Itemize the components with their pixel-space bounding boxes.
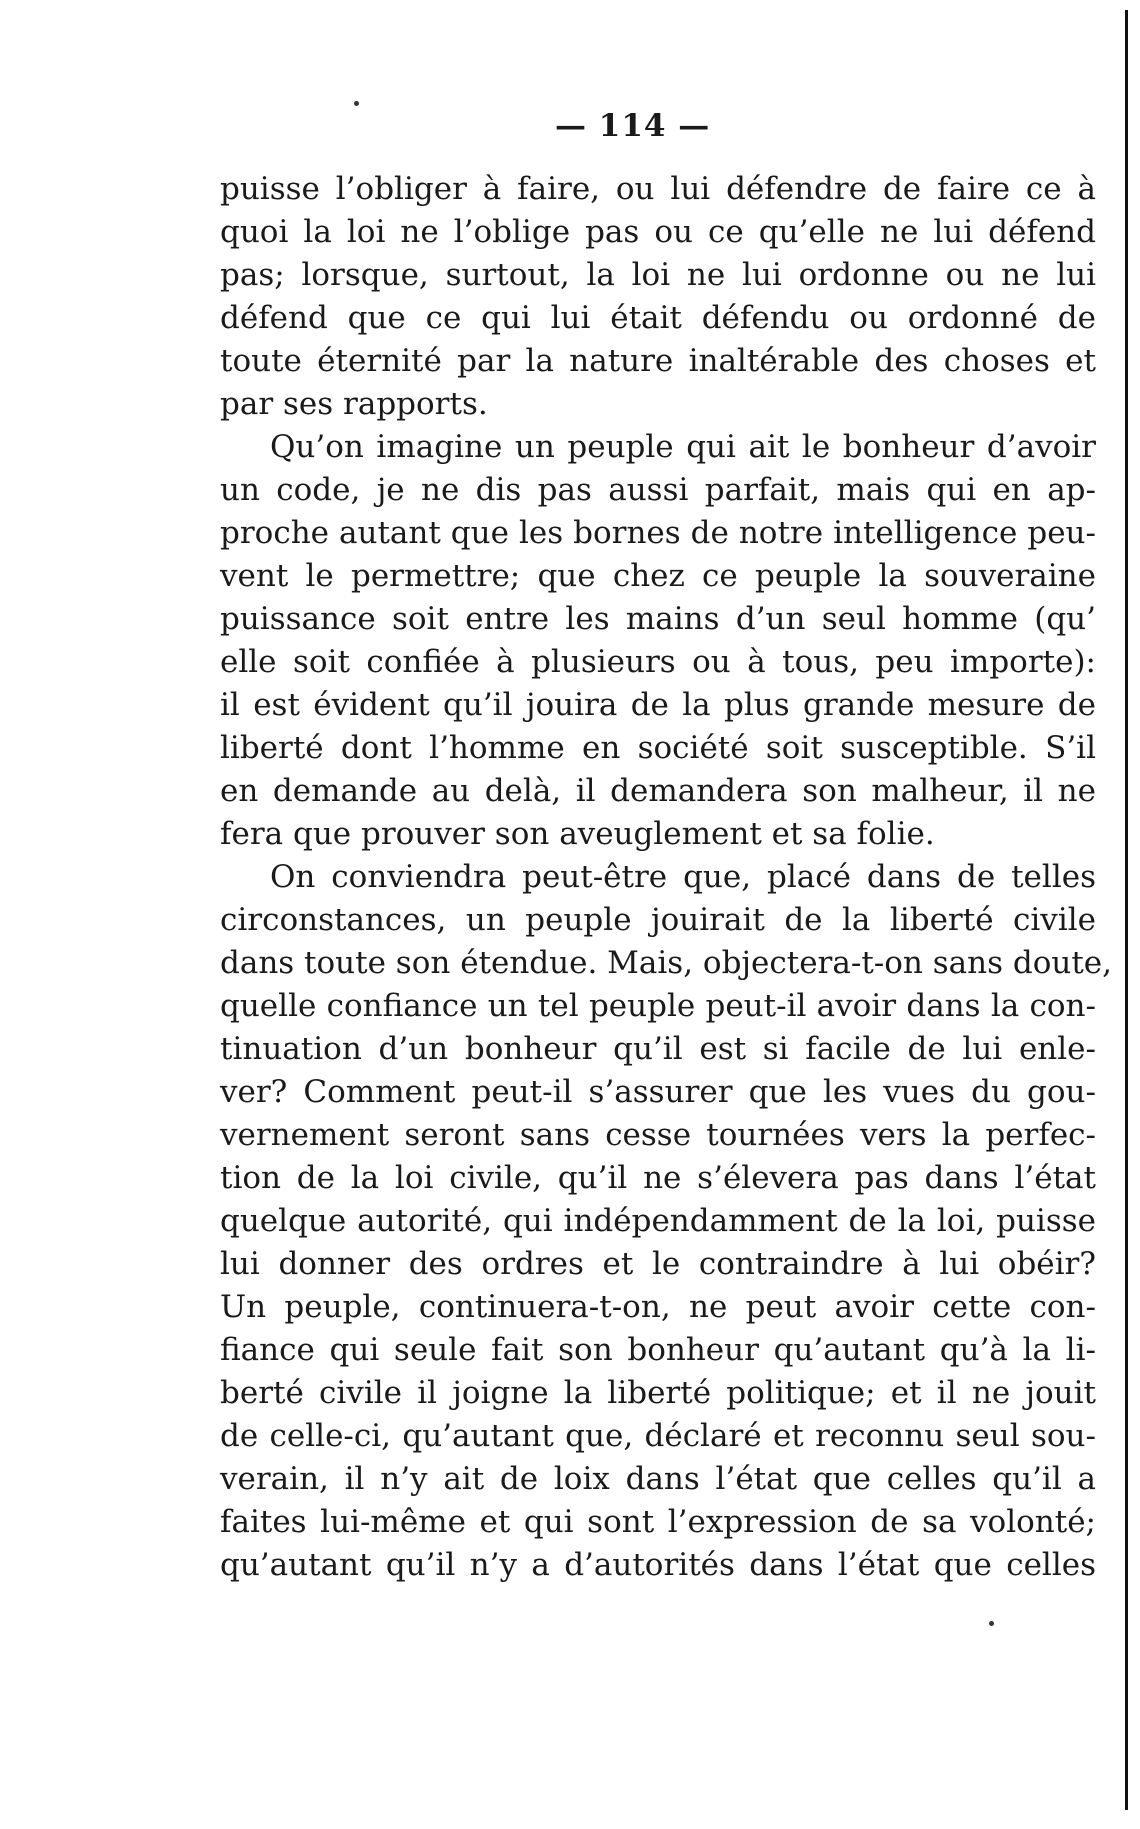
text-line: Qu’on imagine un peuple qui ait le bonheur d’avoir (270, 429, 1096, 465)
body-text (220, 168, 1112, 1587)
text-line: quelle confiance un tel peuple peut-il avoir dans la con- (220, 988, 1096, 1024)
text-line: liberté dont l’homme en société soit susceptible. S’il (220, 730, 1096, 766)
text-line: de celle-ci, qu’autant que, déclaré et reconnu seul sou- (220, 1418, 1096, 1454)
text-line: tion de la loi civile, qu’il ne s’élevera pas dans l’état (220, 1160, 1096, 1196)
text-line: verain, il n’y ait de loix dans l’état que celles qu’il a (220, 1461, 1096, 1497)
text-line: proche autant que les bornes de notre intelligence peu- (220, 515, 1096, 551)
text-line: par ses rapports. (220, 386, 488, 422)
text-line: quelque autorité, qui indépendamment de la loi, puisse (220, 1203, 1096, 1239)
text-line: en demande au delà, il demandera son malheur, il ne (220, 773, 1096, 809)
page-edge-rule (1125, 10, 1128, 1810)
text-line: berté civile il joigne la liberté politique; et il ne jouit (220, 1375, 1096, 1411)
text-line: défend que ce qui lui était défendu ou ordonné de (220, 300, 1096, 336)
text-line: Un peuple, continuera-t-on, ne peut avoir cette con- (220, 1289, 1096, 1325)
text-line: toute éternité par la nature inaltérable des choses et (220, 343, 1096, 379)
text-line: il est évident qu’il jouira de la plus grande mesure de (220, 687, 1096, 723)
text-line: vernement seront sans cesse tournées vers la perfec- (220, 1117, 1096, 1153)
text-line: fera que prouver son aveuglement et sa folie. (220, 816, 935, 852)
text-line: elle soit confiée à plusieurs ou à tous, peu importe): (220, 644, 1096, 680)
text-line: ver? Comment peut-il s’assurer que les vues du gou- (220, 1074, 1096, 1110)
text-line: lui donner des ordres et le contraindre à lui obéir? (220, 1246, 1096, 1282)
text-line: circonstances, un peuple jouirait de la liberté civile (220, 902, 1096, 938)
text-line: dans toute son étendue. Mais, objectera-t-on sans doute, (220, 945, 1112, 981)
ink-speck (354, 101, 359, 106)
text-line: quoi la loi ne l’oblige pas ou ce qu’elle ne lui défend (220, 214, 1096, 250)
text-line: faites lui-même et qui sont l’expression de sa volonté; (220, 1504, 1096, 1540)
ink-speck (989, 1621, 994, 1626)
text-line: tinuation d’un bonheur qu’il est si facile de lui enle- (220, 1031, 1096, 1067)
text-line: On conviendra peut-être que, placé dans de telles (270, 859, 1096, 895)
page-number: — 114 — (555, 108, 711, 144)
text-line: fiance qui seule fait son bonheur qu’autant qu’à la li- (220, 1332, 1096, 1368)
text-line: un code, je ne dis pas aussi parfait, mais qui en ap- (220, 472, 1096, 508)
text-line: vent le permettre; que chez ce peuple la souveraine (220, 558, 1096, 594)
text-line: qu’autant qu’il n’y a d’autorités dans l’état que celles (220, 1547, 1096, 1583)
text-line: puissance soit entre les mains d’un seul homme (qu’ (220, 601, 1096, 637)
text-line: pas; lorsque, surtout, la loi ne lui ordonne ou ne lui (220, 257, 1096, 293)
text-line: puisse l’obliger à faire, ou lui défendre de faire ce à (220, 171, 1096, 207)
